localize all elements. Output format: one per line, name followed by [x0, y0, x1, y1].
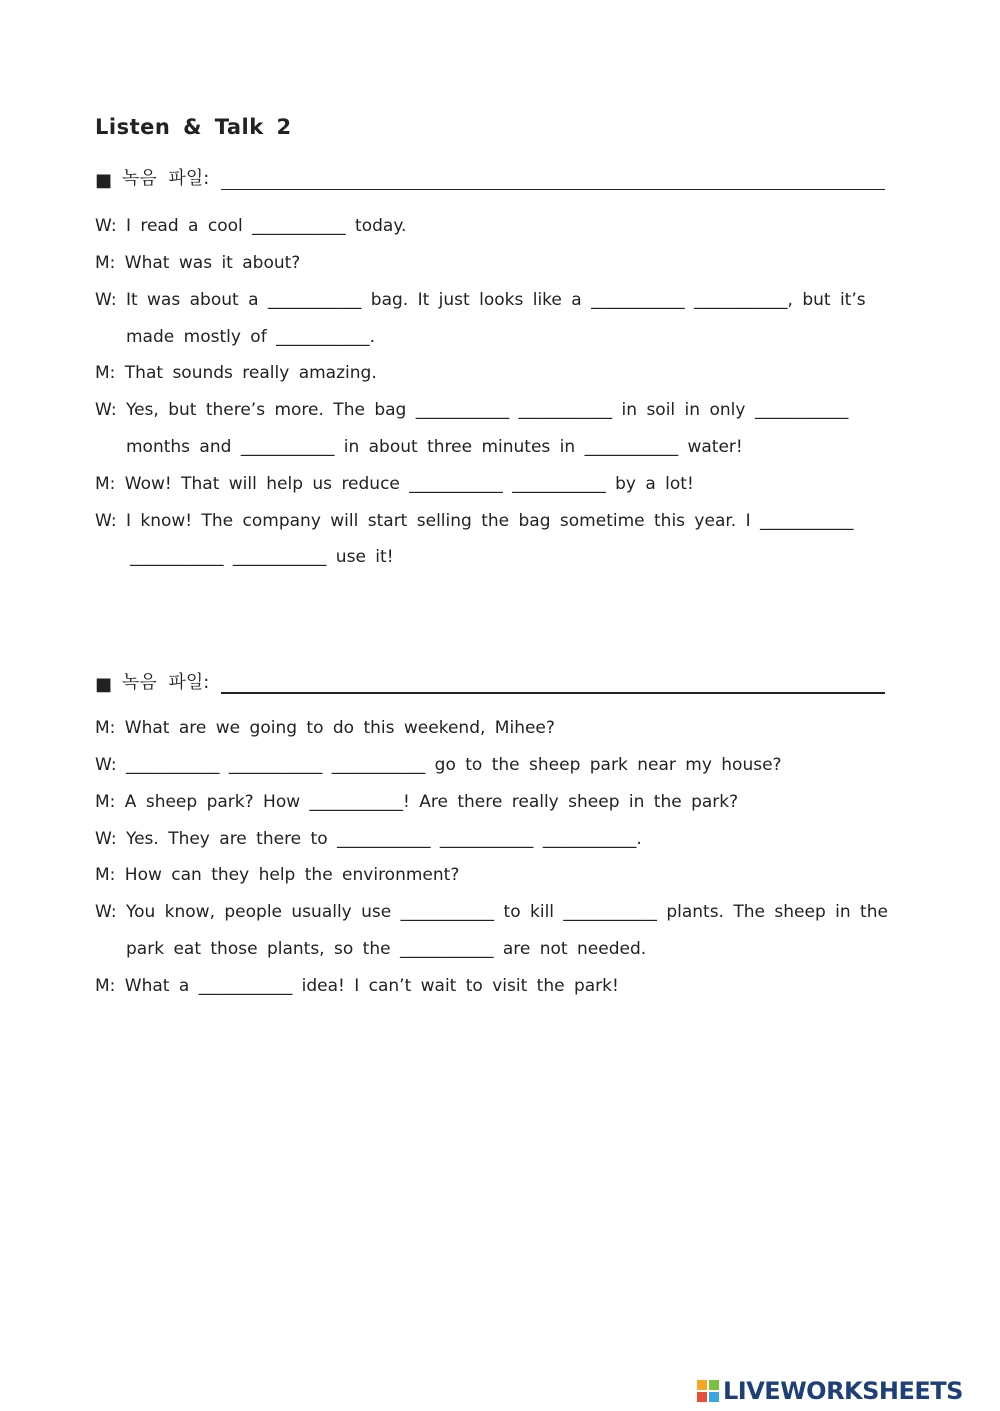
- recording-file-blank[interactable]: [221, 672, 885, 694]
- logo-block: [709, 1392, 719, 1402]
- dialogue-line: M: A sheep park? How ___________! Are there really sheep in the park?: [95, 792, 739, 812]
- dialogue-line: W: You know, people usually use ___________ to kill ___________ plants. The sheep in the: [95, 902, 888, 922]
- dialogue-line: W: I read a cool ___________ today.: [95, 216, 407, 236]
- logo-block: [697, 1380, 707, 1390]
- dialogue-line-continued: months and ___________ in about three minutes in ___________ water!: [126, 437, 743, 457]
- dialogue-line-continued: made mostly of ___________.: [126, 327, 375, 347]
- page-title: Listen & Talk 2: [95, 115, 292, 139]
- dialogue-line: M: Wow! That will help us reduce ___________ ___________ by a lot!: [95, 474, 694, 494]
- dialogue-line: M: How can they help the environment?: [95, 865, 460, 885]
- logo-block: [709, 1380, 719, 1390]
- dialogue-line: W: Yes, but there’s more. The bag ___________ ___________ in soil in only ___________: [95, 400, 849, 420]
- dialogue-line: M: That sounds really amazing.: [95, 363, 377, 383]
- recording-file-blank[interactable]: [221, 169, 885, 190]
- logo-blocks-icon: [697, 1380, 719, 1402]
- black-square-icon: ■: [95, 170, 113, 191]
- dialogue-line: W: I know! The company will start selling the bag sometime this year. I ___________: [95, 511, 854, 531]
- dialogue-line-continued: park eat those plants, so the ___________ are not needed.: [126, 939, 647, 959]
- recording-file-label: 녹음 파일:: [122, 672, 210, 693]
- dialogue-line: M: What was it about?: [95, 253, 301, 273]
- recording-file-row: [95, 664, 885, 694]
- dialogue-line: W: Yes. They are there to ___________ ___________ ___________.: [95, 829, 642, 849]
- black-square-icon: ■: [95, 674, 113, 695]
- dialogue-line-continued: ___________ ___________ use it!: [130, 547, 394, 567]
- recording-file-row: [95, 160, 885, 190]
- recording-file-label: 녹음 파일:: [122, 168, 210, 189]
- dialogue-line: M: What a ___________ idea! I can’t wait to visit the park!: [95, 976, 619, 996]
- dialogue-line: W: ___________ ___________ ___________ go to the sheep park near my house?: [95, 755, 782, 775]
- liveworksheets-logo[interactable]: [697, 1376, 963, 1406]
- dialogue-line: W: It was about a ___________ bag. It just looks like a ___________ ___________, but it’s: [95, 290, 866, 310]
- dialogue-line: M: What are we going to do this weekend, Mihee?: [95, 718, 555, 738]
- logo-text: LIVEWORKSHEETS: [723, 1377, 963, 1405]
- logo-block: [697, 1392, 707, 1402]
